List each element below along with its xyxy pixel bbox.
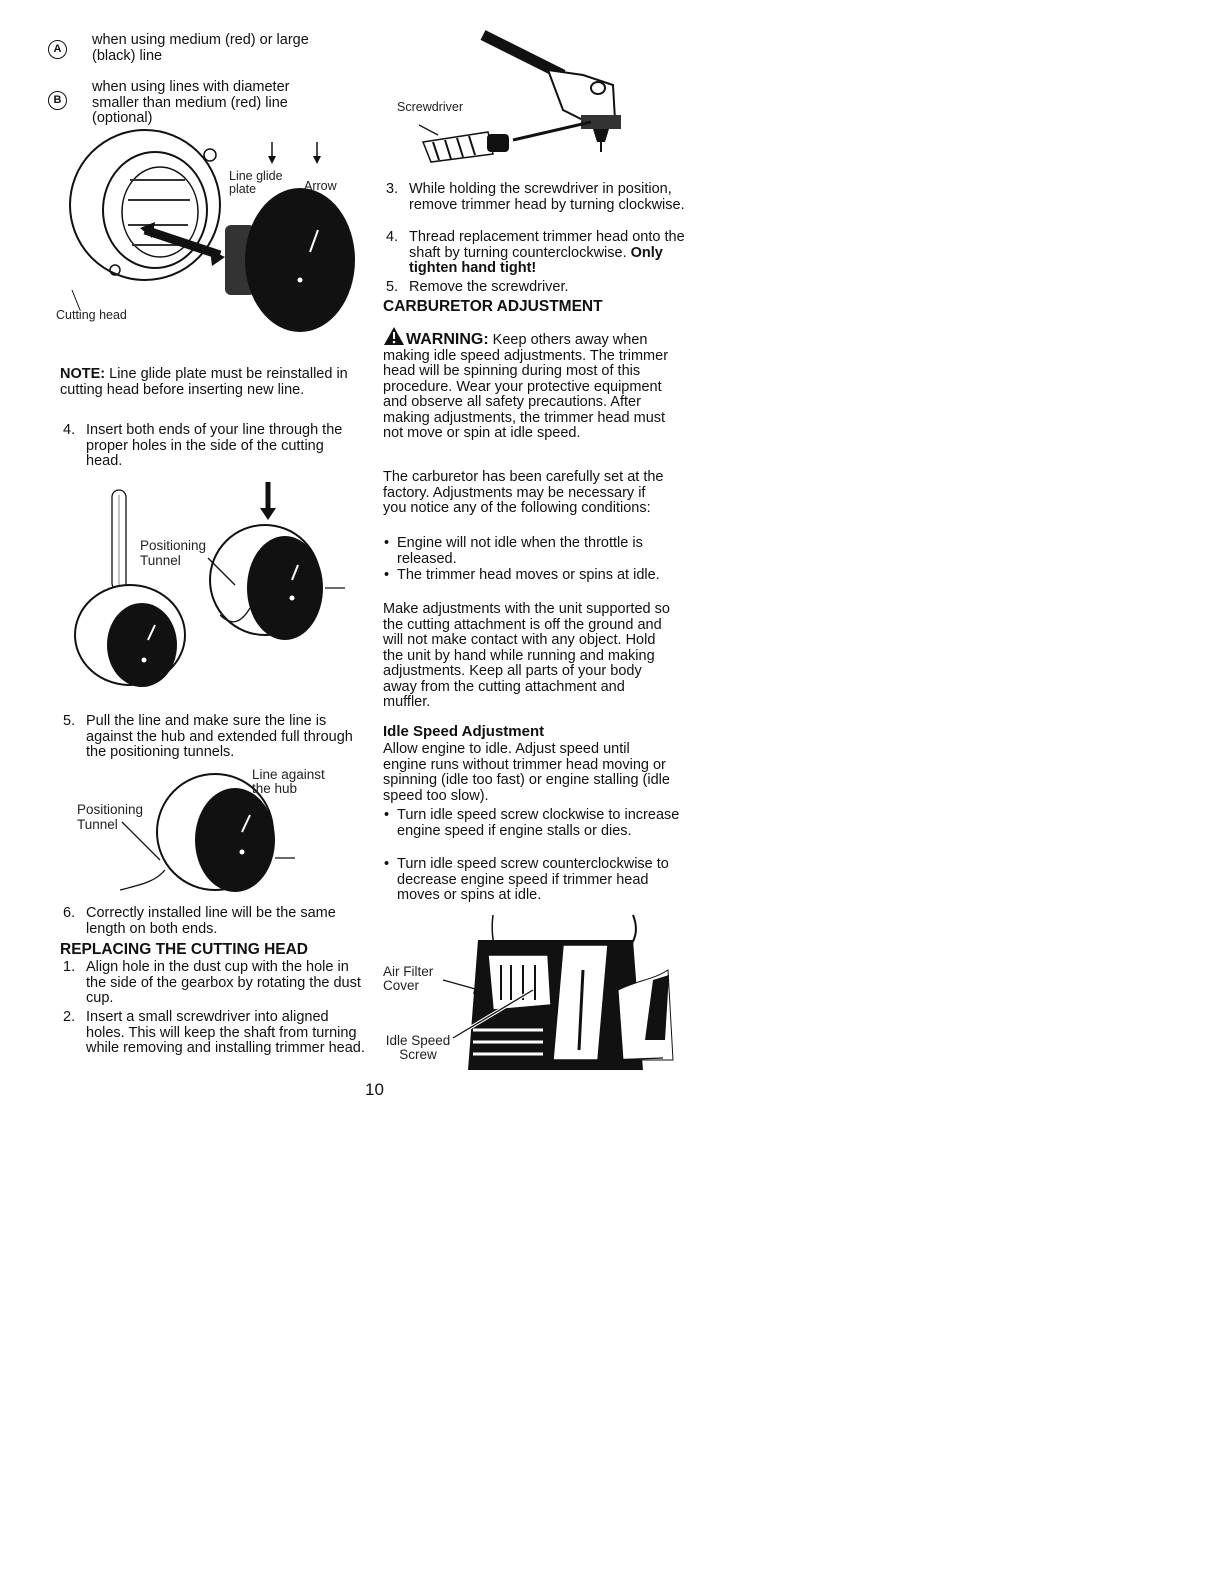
bullet-icon: • [384, 535, 390, 551]
carburetor-bullet-1 [383, 536, 687, 567]
idle-bullet-1 [383, 808, 687, 839]
step-number: 6. [63, 905, 76, 921]
option-b-text: when using lines with diameter smaller than medium (red) line (optional) [92, 79, 290, 126]
step-left-4 [60, 423, 348, 470]
carburetor-paragraph-2: Make adjustments with the unit supported so the cutting attachment is off the ground and will not make contact with any object. Hold the unit by hand while running and making adjustments. Keep all parts of your body away from the cutting attachment and muffler. [383, 601, 670, 710]
note-label: NOTE: [60, 366, 106, 382]
carburetor-paragraph-1: The carburetor has been carefully set at the factory. Adjustments may be necessary if you notice any of the following conditions: [383, 469, 664, 516]
step-text: Insert both ends of your line through the proper holes in the side of the cutting head. [86, 422, 343, 469]
carburetor-heading: CARBURETOR ADJUSTMENT [383, 298, 603, 315]
carburetor-bullet-2 [383, 568, 687, 584]
step-number: 3. [386, 181, 399, 197]
step-right-4 [383, 230, 694, 277]
option-a-text: when using medium (red) or large (black) line [92, 32, 309, 64]
replacing-heading: REPLACING THE CUTTING HEAD [60, 941, 308, 958]
warning-label: WARNING: [406, 331, 489, 348]
page-number: 10 [365, 1080, 384, 1099]
step-right-5 [383, 280, 694, 296]
step-right-3 [383, 182, 699, 213]
warning-paragraph [383, 332, 675, 442]
bullet-text: Engine will not idle when the throttle is released. [397, 535, 643, 567]
step-number: 2. [63, 1009, 76, 1025]
bullet-text: Turn idle speed screw counterclockwise to decrease engine speed if trimmer head moves or spins at idle. [397, 856, 669, 903]
replacing-step-1 [60, 960, 371, 1007]
bullet-icon: • [384, 807, 390, 823]
idle-speed-paragraph: Allow engine to idle. Adjust speed until engine runs without trimmer head moving or spinning (idle too fast) or engine stalling (idle speed too slow). [383, 741, 670, 804]
option-a-marker: A [48, 40, 67, 59]
bullet-text: Turn idle speed screw clockwise to increase engine speed if engine stalls or dies. [397, 807, 680, 839]
idle-speed-heading: Idle Speed Adjustment [383, 723, 545, 740]
step-text: Correctly installed line will be the same length on both ends. [86, 905, 336, 937]
cutting-head-label: Cutting head [56, 308, 127, 322]
step-text: While holding the screwdriver in position, remove trimmer head by turning clockwise. [409, 181, 685, 213]
step-left-6 [60, 906, 371, 937]
step-text: Thread replacement trimmer head onto the shaft by turning counterclockwise. [409, 229, 685, 261]
line-glide-plate-label: Line glide plate [229, 169, 283, 196]
warning-text: Keep others away when making idle speed adjustments. The trimmer head will be spinning during most of this procedure. Wear your protective equipment and observe all safety precautions. After making adjustments, the trimmer head must not move or spin at idle speed. [383, 332, 669, 441]
positioning-tunnel-label-2: Positioning Tunnel [77, 802, 144, 832]
step-text: Align hole in the dust cup with the hole in the side of the gearbox by rotating the dust cup. [86, 959, 361, 1006]
step-number: 4. [63, 422, 76, 438]
step-number: 1. [63, 959, 76, 975]
air-filter-cover-label: Air Filter Cover [383, 964, 434, 993]
note-text: Line glide plate must be reinstalled in cutting head before inserting new line. [60, 366, 348, 398]
bullet-icon: • [384, 567, 390, 583]
bullet-text: The trimmer head moves or spins at idle. [397, 567, 660, 583]
replacing-step-2 [60, 1010, 371, 1057]
screwdriver-label: Screwdriver [397, 100, 463, 114]
note-paragraph [60, 367, 348, 398]
step-text: Insert a small screwdriver into aligned holes. This will keep the shaft from turning while removing and installing trimmer head. [86, 1009, 365, 1056]
step-number: 4. [386, 229, 399, 245]
line-against-hub-label: Line against the hub [252, 767, 325, 796]
arrow-label: Arrow [304, 179, 337, 193]
positioning-tunnel-figure [60, 480, 350, 695]
step-number: 5. [386, 279, 399, 295]
bullet-icon: • [384, 856, 390, 872]
step-text: Pull the line and make sure the line is against the hub and extended full through the positioning tunnels. [86, 713, 353, 760]
idle-bullet-2 [383, 857, 687, 904]
step-text: Remove the screwdriver. [409, 279, 569, 295]
step-number: 5. [63, 713, 76, 729]
idle-speed-screw-label: Idle Speed Screw [385, 1033, 451, 1062]
step-left-5 [60, 714, 376, 761]
option-b-marker: B [48, 91, 67, 110]
hand-tight-emphasis: Only tighten hand tight! [409, 244, 663, 276]
positioning-tunnel-label-1: Positioning Tunnel [140, 538, 207, 568]
